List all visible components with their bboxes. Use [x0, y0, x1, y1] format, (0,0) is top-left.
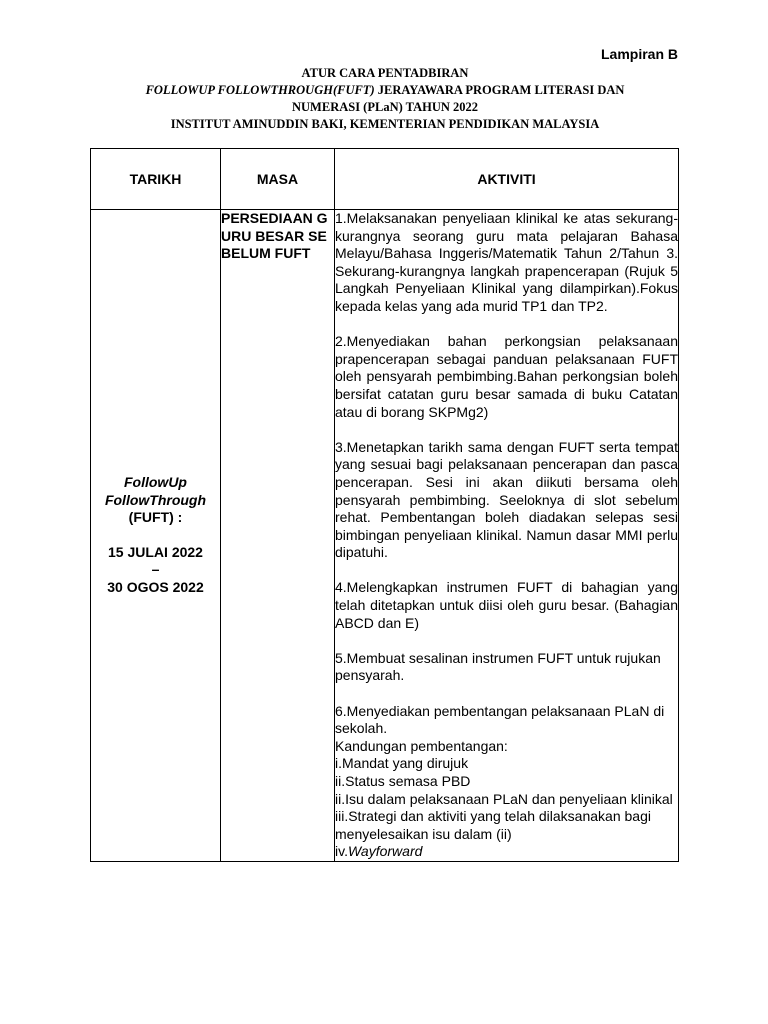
- header-aktiviti: AKTIVITI: [335, 149, 679, 210]
- heading-line-2: [90, 82, 680, 99]
- tarikh-followup: FollowUp: [124, 474, 187, 491]
- tarikh-fuft: (FUFT) :: [128, 509, 183, 526]
- aktiviti-item-6: [335, 703, 678, 861]
- aktiviti-6-item-4: iii.Strategi dan aktiviti yang telah dilaksanakan bagi menyelesaikan isu dalam (ii): [335, 808, 651, 842]
- table-row: [91, 210, 679, 862]
- aktiviti-6-wayforward: Wayforward: [347, 843, 423, 860]
- aktiviti-6-item-2: ii.Status semasa PBD: [335, 773, 471, 789]
- heading-line-1: ATUR CARA PENTADBIRAN: [301, 66, 469, 80]
- heading-line-3: NUMERASI (PLaN) TAHUN 2022: [292, 100, 478, 114]
- aktiviti-6-intro: 6.Menyediakan pembentangan pelaksanaan PLaN di sekolah.: [335, 702, 665, 737]
- aktiviti-6-item-3: ii.Isu dalam pelaksanaan PLaN dan penyeliaan klinikal: [335, 790, 673, 807]
- heading-line-4: INSTITUT AMINUDDIN BAKI, KEMENTERIAN PENDIDIKAN MALAYSIA: [170, 117, 600, 131]
- tarikh-dash: –: [151, 561, 160, 578]
- aktiviti-6-item-5: [335, 843, 678, 861]
- header-masa: MASA: [221, 149, 335, 210]
- document-heading: [90, 65, 680, 133]
- tarikh-cell: [91, 210, 221, 862]
- aktiviti-cell: [335, 210, 679, 862]
- aktiviti-item-1: 1.Melaksanakan penyeliaan klinikal ke atas sekurang-kurangnya seorang guru mata pelajaran Bahasa Melayu/Bahasa Inggeris/Matematik Tahun 2/Tahun 3. Sekurang-kurangnya langkah prapencerapan (Rujuk 5 Langkah Penyeliaan Klinikal yang dilampirkan).Fokus kepada kelas yang ada murid TP1 dan TP2.: [335, 210, 678, 314]
- masa-cell: PERSEDIAAN GURU BESAR SEBELUM FUFT: [221, 210, 335, 862]
- heading-fuft-italic: FOLLOWUP FOLLOWTHROUGH(FUFT): [145, 83, 375, 97]
- heading-line-2-rest: JERAYAWARA PROGRAM LITERASI DAN: [374, 83, 625, 97]
- tarikh-date-end: 30 OGOS 2022: [107, 578, 204, 595]
- aktiviti-6-kandungan: Kandungan pembentangan:: [335, 737, 508, 754]
- tarikh-date-start: 15 JULAI 2022: [108, 543, 203, 560]
- tarikh-followthrough: FollowThrough: [104, 491, 207, 508]
- aktiviti-item-2: 2.Menyediakan bahan perkongsian pelaksanaan prapencerapan sebagai panduan pelaksanaan FUFT oleh pensyarah pembimbing.Bahan perkongsian boleh bersifat catatan guru besar samada di buku Catatan atau di borang SKPMg2): [335, 333, 678, 420]
- header-tarikh: TARIKH: [91, 149, 221, 210]
- aktiviti-item-4: 4.Melengkapkan instrumen FUFT di bahagian yang telah ditetapkan untuk diisi oleh guru besar. (Bahagian ABCD dan E): [335, 579, 678, 631]
- aktiviti-6-item-5-prefix: iv.: [335, 843, 348, 860]
- table-header-row: [91, 149, 679, 210]
- agenda-table: [90, 148, 679, 862]
- lampiran-label: Lampiran B: [600, 46, 678, 62]
- aktiviti-item-3: 3.Menetapkan tarikh sama dengan FUFT serta tempat yang sesuai bagi pelaksanaan pencerapan dan pasca pencerapan. Sesi ini akan diikuti bersama oleh pensyarah pembimbing. Seeloknya di slot sebelum rehat. Pembentangan boleh diadakan selepas sesi bimbingan penyeliaan klinikal. Namun dasar MMI perlu dipatuhi.: [335, 438, 678, 561]
- aktiviti-item-5: 5.Membuat sesalinan instrumen FUFT untuk rujukan pensyarah.: [335, 649, 661, 684]
- aktiviti-6-item-1: i.Mandat yang dirujuk: [335, 755, 469, 772]
